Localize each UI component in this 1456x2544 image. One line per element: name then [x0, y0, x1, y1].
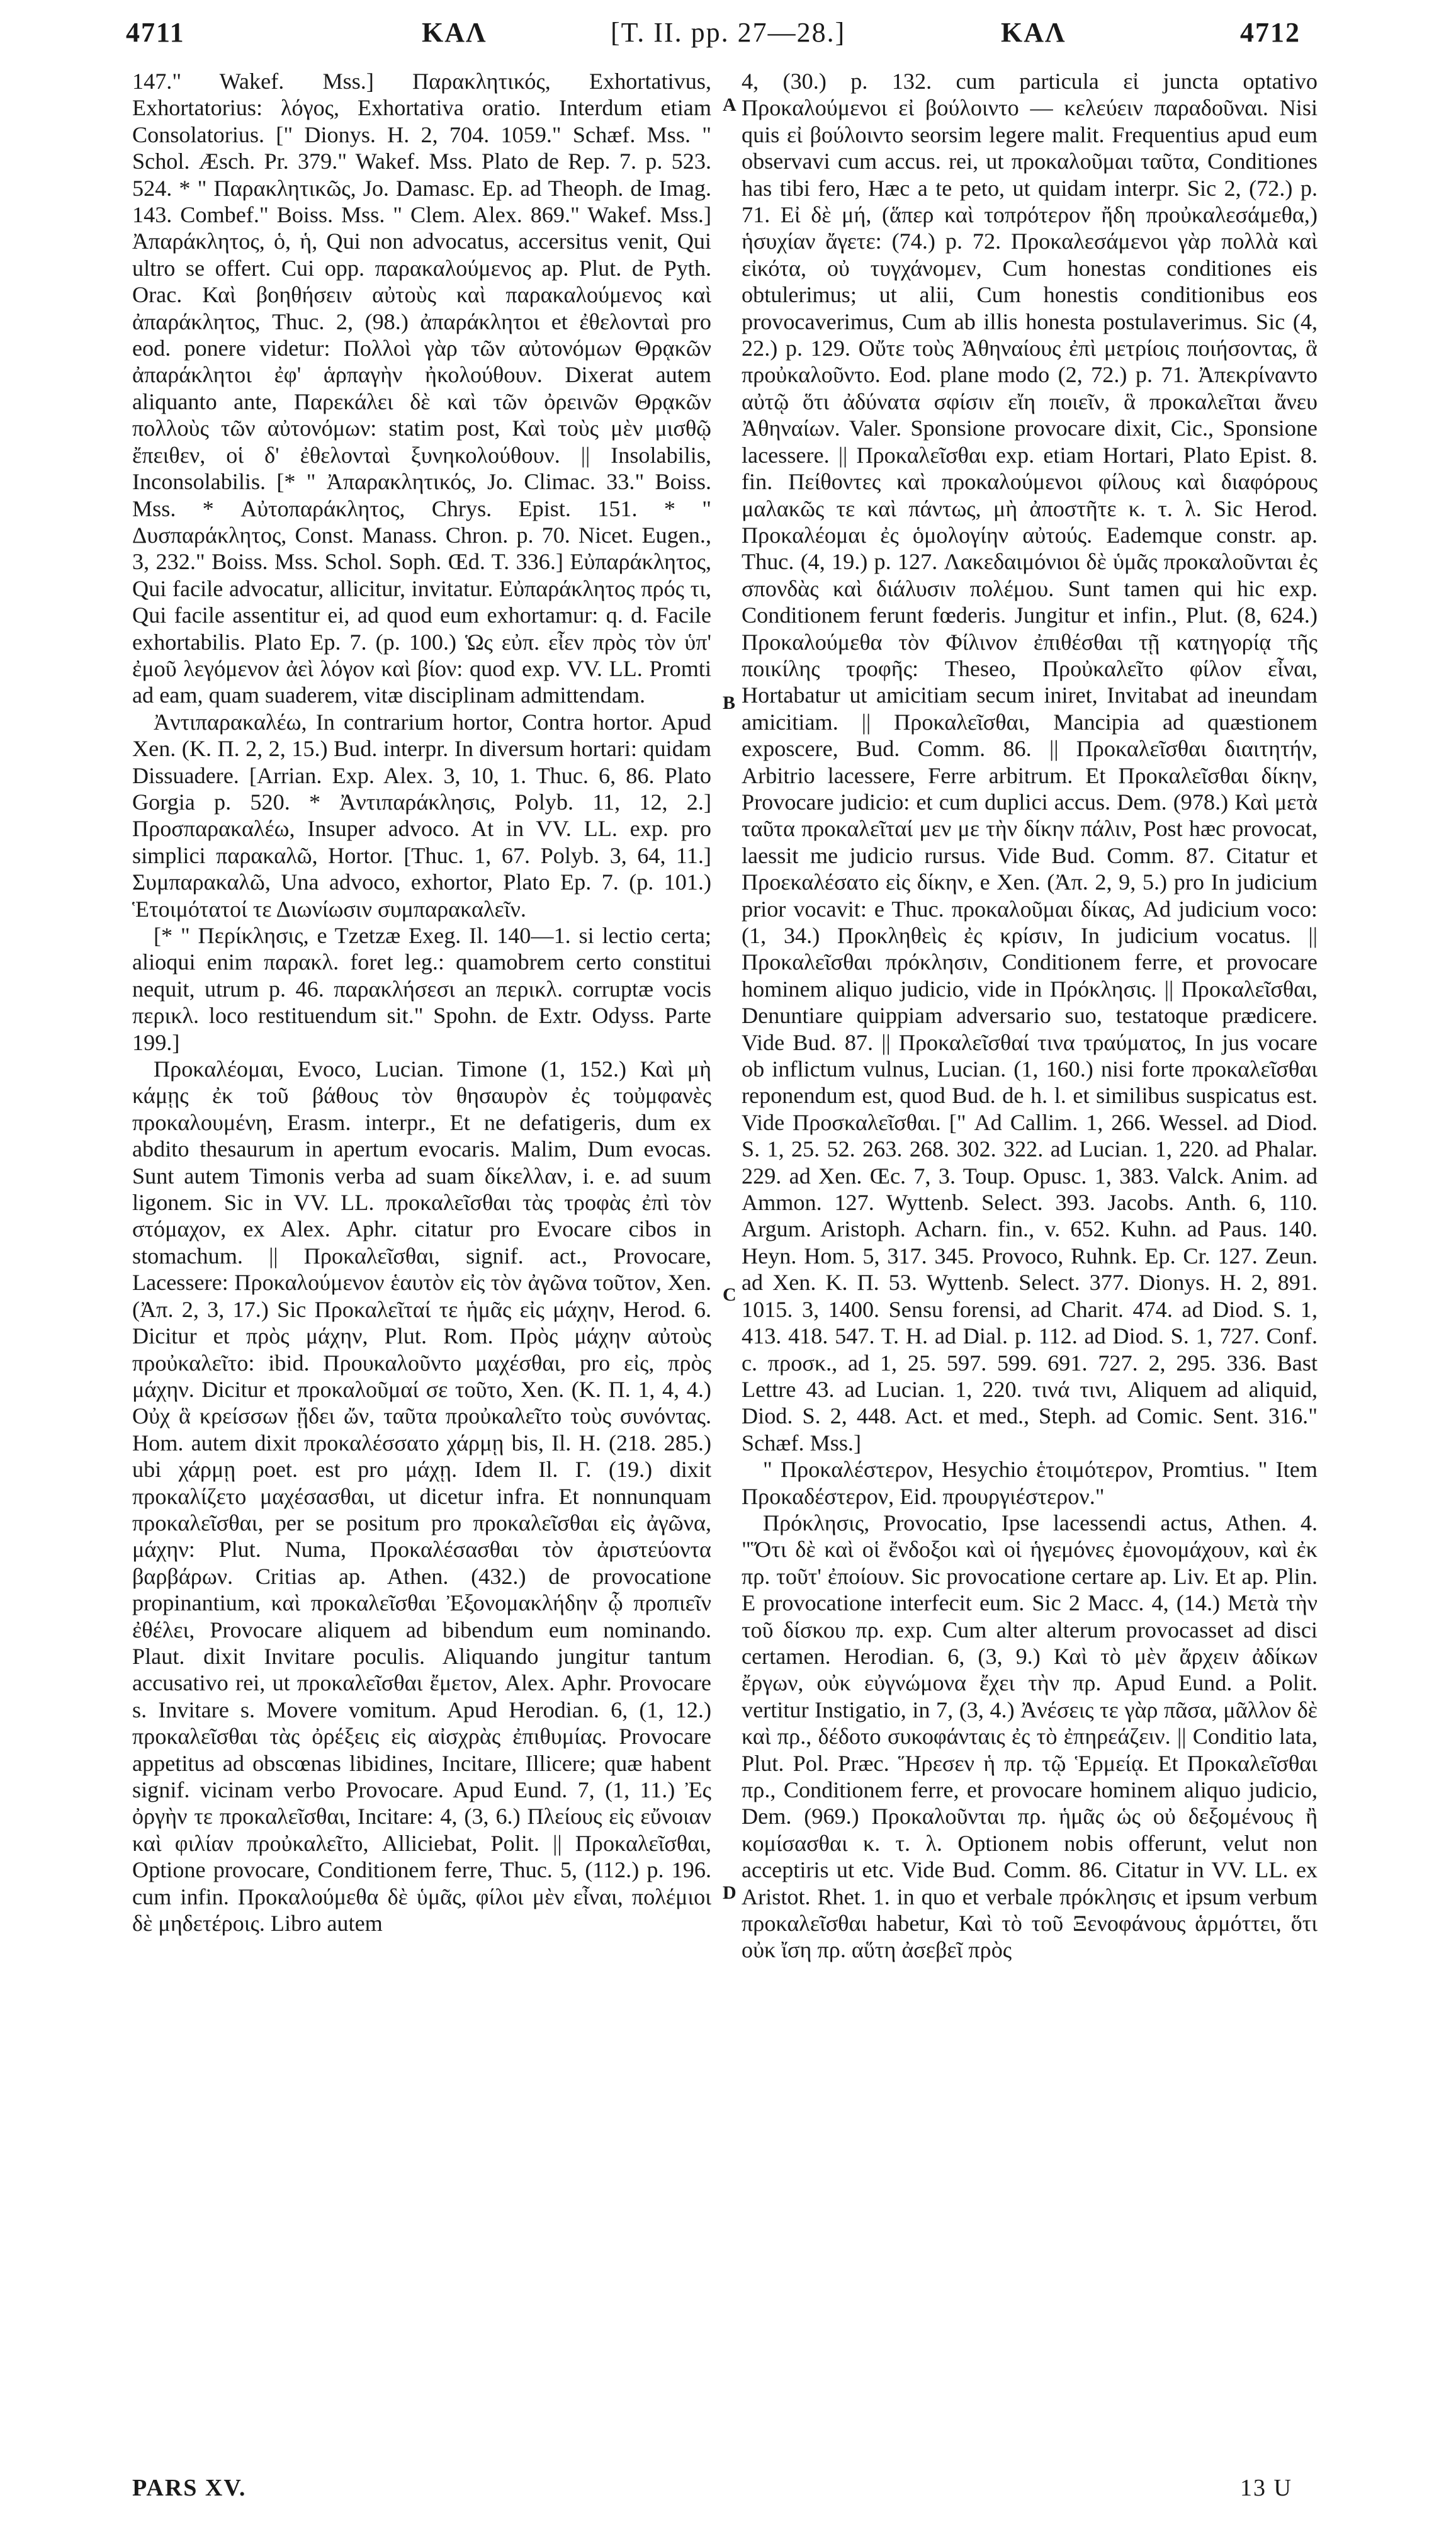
page-footer: [126, 2474, 1322, 2506]
section-marker-c: C: [723, 1284, 736, 1305]
volume-page-reference: [T. II. pp. 27—28.]: [611, 17, 846, 48]
entry-paragraph: 147." Wakef. Mss.] Παρακλητικός, Exhortativus, Exhortatorius: λόγος, Exhortativa oratio. Interdum etiam Consolatorius. [" Dionys. H. 2, 704. 1059." Schæf. Mss. " Schol. Æsch. Pr. 379." Wakef. Mss. Plato de Rep. 7. p. 523. 524. * " Παρακλητικῶς, Jo. Damasc. Ep. ad Theoph. de Imag. 143. Combef." Boiss. Mss. " Clem. Alex. 869." Wakef. Mss.] Ἀπαράκλητος, ὁ, ἡ, Qui non advocatus, accersitus venit, Qui ultro se offert. Cui opp. παρακαλούμενος ap. Plut. de Pyth. Orac. Καὶ βοηθήσειν αὐτοὺς καὶ παρακαλούμενος καὶ ἀπαράκλητος, Thuc. 2, (98.) ἀπαράκλητοι et ἐθελονταὶ pro eod. ponere videtur: Πολλοὶ γὰρ τῶν αὐτονόμων Θρᾳκῶν ἀπαράκλητοι ἐφ' ἁρπαγὴν ἠκολούθουν. Dixerat autem aliquanto ante, Παρεκάλει δὲ καὶ τῶν ὀρεινῶν Θρᾳκῶν πολλοὺς τῶν αὐτονόμων: statim post, Καὶ τοὺς μὲν μισθῷ ἔπειθεν, οἱ δ' ἐθελονταὶ ξυνηκολούθουν. || Insolabilis, Inconsolabilis. [* " Ἀπαρακλητικός, Jo. Climac. 33." Boiss. Mss. * Αὐτοπαράκλητος, Chrys. Epist. 151. * " Δυσπαράκλητος, Const. Manass. Chron. p. 70. Nicet. Eugen., 3, 232." Boiss. Mss. Schol. Soph. Œd. T. 336.] Εὐπαράκλητος, Qui facile advocatur, allicitur, invitatur. Εὐπαράκλητος πρός τι, Qui facile assentitur ei, ad quod eum exhortamur: q. d. Facile exhortabilis. Plato Ep. 7. (p. 100.) Ὡς εὐπ. εἶεν πρὸς τὸν ὑπ' ἐμοῦ λεγόμενον ἀεὶ λόγον καὶ βίον: quod exp. VV. LL. Promti ad eam, quam suaderem, vitæ disciplinam admittendam.: [132, 69, 711, 708]
entry-paragraph: " Προκαλέστερον, Hesychio ἑτοιμότερον, Promtius. " Item Προκαδέστερον, Eid. προυργιέστερον.": [742, 1457, 1318, 1509]
entry-paragraph: Πρόκλησις, Provocatio, Ipse lacessendi actus, Athen. 4. "Ὅτι δὲ καὶ οἱ ἔνδοξοι καὶ οἱ ἡγεμόνες ἐμονομάχουν, καὶ ἐκ πρ. τοῦτ' ἐποίουν. Sic provocatione certare ap. Liv. Et ap. Plin. E provocatione interfecit eum. Sic 2 Macc. 4, (14.) Μετὰ τὴν τοῦ δίσκου πρ. exp. Cum alter alterum provocasset ad disci certamen. Herodian. 6, (3, 9.) Καὶ τὸ μὲν ἄρχειν ἀδίκων ἔργων, οὐκ εὐγνώμονα ἔχει τὴν πρ. Apud Eund. a Polit. vertitur Instigatio, in 7, (3, 4.) Ἀνέσεις τε γὰρ πᾶσα, μᾶλλον δὲ καὶ πρ., δέδοτο συκοφάνταις ἐς τὸ ἐπηρεάζειν. || Conditio lata, Plut. Pol. Præc. Ἥρεσεν ἡ πρ. τῷ Ἑρμείᾳ. Et Προκαλεῖσθαι πρ., Conditionem ferre, et provocare hominem aliquo judicio, Dem. (969.) Προκαλοῦνται πρ. ἡμᾶς ὡς οὐ δεξομένους ἢ κομίσασθαι κ. τ. λ. Optionem nobis offerunt, velut non acceptiris ut etc. Vide Bud. Comm. 86. Citatur in VV. LL. ex Aristot. Rhet. 1. in quo et verbale πρόκλησις et ipsum verbum προκαλεῖσθαι habetur, Καὶ τὸ τοῦ Ξενοφάνους ἁρμόττει, ὅτι οὐκ ἴση πρ. αὕτη ἀσεβεῖ πρὸς: [742, 1510, 1318, 1963]
left-page-number: 4711: [126, 17, 185, 48]
entry-paragraph: 4, (30.) p. 132. cum particula εἰ juncta optativo Προκαλούμενοι εἰ βούλοιντο — κελεύειν παραδοῦναι. Nisi quis εἰ βούλοιντο seorsim legere malit. Frequentius apud eum observavi cum accus. rei, ut προκαλοῦμαι ταῦτα, Conditiones has tibi fero, Hæc a te peto, ut quidam interpr. Sic 2, (72.) p. 71. Εἰ δὲ μή, (ἅπερ καὶ τοπρότερον ἤδη προὐκαλεσάμεθα,) ἡσυχίαν ἄγετε: (74.) p. 72. Προκαλεσάμενοι γὰρ πολλὰ καὶ εἰκότα, οὐ τυγχάνομεν, Cum honestas conditiones eis obtulerimus; ut alii, Cum honestis conditionibus eos provocaverimus, Cum ab illis honesta postulaverimus. Sic (4, 22.) p. 129. Οὔτε τοὺς Ἀθηναίους ἐπὶ μετρίοις ποιήσοντας, ἃ προὐκαλοῦντο. Eod. plane modo (2, 72.) p. 71. Ἀπεκρίναντο αὐτῷ ὅτι ἀδύνατα σφίσιν εἴη ποιεῖν, ἃ προκαλεῖται ἄνευ Ἀθηναίων. Valer. Sponsione provocare dixit, Cic., Sponsione lacessere. || Προκαλεῖσθαι exp. etiam Hortari, Plato Epist. 8. fin. Πείθοντες καὶ προκαλούμενοι φίλους καὶ διαφόρους μαλακῶς τε καὶ πάντως, μὴ ἀποστῆτε κ. τ. λ. Sic Herod. Προκαλέομαι ἐς ὁμολογίην αὐτούς. Eademque constr. ap. Thuc. (4, 19.) p. 127. Λακεδαιμόνιοι δὲ ὑμᾶς προκαλοῦνται ἐς σπονδὰς καὶ διάλυσιν πολέμου. Sunt tamen qui hic exp. Conditionem ferunt fœderis. Jungitur et infin., Plut. (8, 624.) Προκαλούμεθα τὸν Φίλινον ἐπιθέσθαι τῇ κατηγορίᾳ τῆς ποικίλης τροφῆς: Theseo, Προὐκαλεῖτο φίλον εἶναι, Hortabatur ut amicitiam secum iniret, Invitabat ad ineundam amicitiam. || Προκαλεῖσθαι, Mancipia ad quæstionem exposcere, Bud. Comm. 86. || Προκαλεῖσθαι διαιτητήν, Arbitrio lacessere, Ferre arbitrum. Et Προκαλεῖσθαι δίκην, Provocare judicio: et cum duplici accus. Dem. (978.) Καὶ μετὰ ταῦτα προκαλεῖταί μεν με τὴν δίκην πάλιν, Post hæc provocat, laessit me judicio rursus. Vide Bud. Comm. 87. Citatur et Προεκαλέσατο εἰς δίκην, e Xen. (Ἀπ. 2, 9, 5.) pro In judicium prior vocavit: e Thuc. προκαλοῦμαι δίκας, Ad judicium voco: (1, 34.) Προκληθεὶς ἐς κρίσιν, In judicium vocatus. || Προκαλεῖσθαι πρόκλησιν, Conditionem ferre, et provocare hominem aliquo judicio, vide in Πρόκλησις. || Προκαλεῖσθαι, Denuntiare quippiam adversario suo, testatoque prædicere. Vide Bud. 87. || Προκαλεῖσθαί τινα τραύματος, In jus vocare ob inflictum vulnus, Lucian. (1, 160.) nisi forte προκαλεῖσθαι reponendum est, quod Bud. de h. l. et similibus suspicatus est. Vide Προσκαλεῖσθαι. [" Ad Callim. 1, 266. Wessel. ad Diod. S. 1, 25. 52. 263. 268. 302. 322. ad Lucian. 1, 220. ad Phalar. 229. ad Xen. Œc. 7, 3. Toup. Opusc. 1, 383. Valck. Anim. ad Ammon. 127. Wyttenb. Select. 393. Jacobs. Anth. 6, 110. Argum. Aristoph. Acharn. fin., v. 652. Kuhn. ad Paus. 140. Heyn. Hom. 5, 317. 345. Provoco, Ruhnk. Ep. Cr. 127. Zeun. ad Xen. K. Π. 53. Wyttenb. Select. 377. Dionys. H. 2, 891. 1015. 3, 1400. Sensu forensi, ad Charit. 474. ad Diod. S. 1, 413. 418. 547. T. H. ad Dial. p. 112. ad Diod. S. 1, 727. Conf. c. προσκ., ad 1, 25. 597. 599. 691. 727. 2, 295. 336. Bast Lettre 43. ad Lucian. 1, 220. τινά τινι, Aliquem ad aliquid, Diod. S. 2, 448. Act. et med., Steph. ad Comic. Sent. 316." Schæf. Mss.]: [742, 69, 1318, 1456]
entry-paragraph: Προκαλέομαι, Evoco, Lucian. Timone (1, 152.) Καὶ μὴ κάμῃς ἐκ τοῦ βάθους τὸν θησαυρὸν ἐς τοὐμφανὲς προκαλουμένη, Erasm. interpr., Et ne defatigeris, dum ex abdito thesaurum in apertum evocaris. Malim, Dum evocas. Sunt autem Timonis verba ad suam δίκελλαν, i. e. ad suum ligonem. Sic in VV. LL. προκαλεῖσθαι τὰς τροφὰς ἐπὶ τὸν στόμαχον, ex Alex. Aphr. citatur pro Evocare cibos in stomachum. || Προκαλεῖσθαι, signif. act., Provocare, Lacessere: Προκαλούμενον ἑαυτὸν εἰς τὸν ἀγῶνα τοῦτον, Xen. (Ἀπ. 2, 3, 17.) Sic Προκαλεῖταί τε ἡμᾶς εἰς μάχην, Herod. 6. Dicitur et πρὸς μάχην, Plut. Rom. Πρὸς μάχην αὐτοὺς προὐκαλεῖτο: ibid. Προυκαλοῦντο μαχέσθαι, pro εἰς, πρὸς μάχην. Dicitur et προκαλοῦμαί σε τοῦτο, Xen. (K. Π. 1, 4, 4.) Οὐχ ἃ κρείσσων ᾔδει ὤν, ταῦτα προὐκαλεῖτο τοὺς συνόντας. Hom. autem dixit προκαλέσσατο χάρμῃ bis, Il. H. (218. 285.) ubi χάρμῃ poet. est pro μάχῃ. Idem Il. Γ. (19.) dixit προκαλίζετο μαχέσασθαι, ut dicetur infra. Et nonnunquam προκαλεῖσθαι, per se positum pro προκαλεῖσθαι εἰς ἀγῶνα, μάχην: Plut. Numa, Προκαλέσασθαι τὸν ἀριστεύοντα βαρβάρων. Critias ap. Athen. (432.) de provocatione propinantium, καὶ προκαλεῖσθαι Ἐξονομακλήδην ᾧ προπιεῖν ἐθέλει, Provocare aliquem ad bibendum eum nominando. Plaut. dixit Invitare poculis. Aliquando jungitur tantum accusativo rei, ut προκαλεῖσθαι ἔμετον, Alex. Aphr. Provocare s. Invitare s. Movere vomitum. Apud Herodian. 6, (1, 12.) προκαλεῖσθαι τὰς ὀρέξεις εἰς αἰσχρὰς ἐπιθυμίας. Provocare appetitus ad obscœnas libidines, Incitare, Illicere; quæ habent signif. vicinam verbo Provocare. Apud Eund. 7, (1, 11.) Ἐς ὀργὴν τε προκαλεῖσθαι, Incitare: 4, (3, 6.) Πλείους εἰς εὔνοιαν καὶ φιλίαν προὐκαλεῖτο, Alliciebat, Polit. || Προκαλεῖσθαι, Optione provocare, Conditionem ferre, Thuc. 5, (112.) p. 196. cum infin. Προκαλούμεθα δὲ ὑμᾶς, φίλοι μὲν εἶναι, πολέμιοι δὲ μηδετέροις. Libro autem: [132, 1056, 711, 1936]
left-column: [132, 68, 711, 2460]
left-catchword: ΚΑΛ: [422, 17, 487, 48]
signature-mark: PARS XV.: [132, 2475, 247, 2501]
entry-paragraph: [* " Περίκλησις, e Tzetzæ Exeg. Il. 140—1. si lectio certa; alioqui enim παρακλ. foret leg.: quamobrem certo constitui nequit, utrum p. 46. παρακλήσεσι an περικλ. corruptæ vocis περικλ. loco restituendum sit." Spohn. de Extr. Odyss. Parte 199.]: [132, 923, 711, 1055]
section-marker-a: A: [723, 94, 736, 115]
section-marker-b: B: [723, 693, 736, 713]
right-catchword: ΚΑΛ: [1001, 17, 1066, 48]
gathering-mark: 13 U: [1240, 2475, 1292, 2501]
entry-paragraph: Ἀντιπαρακαλέω, In contrarium hortor, Contra hortor. Apud Xen. (K. Π. 2, 2, 15.) Bud. interpr. In diversum hortari: quidam Dissuadere. [Arrian. Exp. Alex. 3, 10, 1. Thuc. 6, 86. Plato Gorgia p. 520. * Ἀντιπαράκλησις, Polyb. 11, 12, 2.] Προσπαρακαλέω, Insuper advoco. At in VV. LL. exp. pro simplici παρακαλῶ, Hortor. [Thuc. 1, 67. Polyb. 3, 64, 11.] Συμπαρακαλῶ, Una advoco, exhortor, Plato Ep. 7. (p. 101.) Ἑτοιμότατοί τε Διωνίωσιν συμπαρακαλεῖν.: [132, 709, 711, 922]
section-marker-d: D: [723, 1882, 736, 1903]
right-page-number: 4712: [1240, 17, 1301, 48]
right-column: [742, 68, 1318, 2460]
running-header: [126, 16, 1322, 54]
